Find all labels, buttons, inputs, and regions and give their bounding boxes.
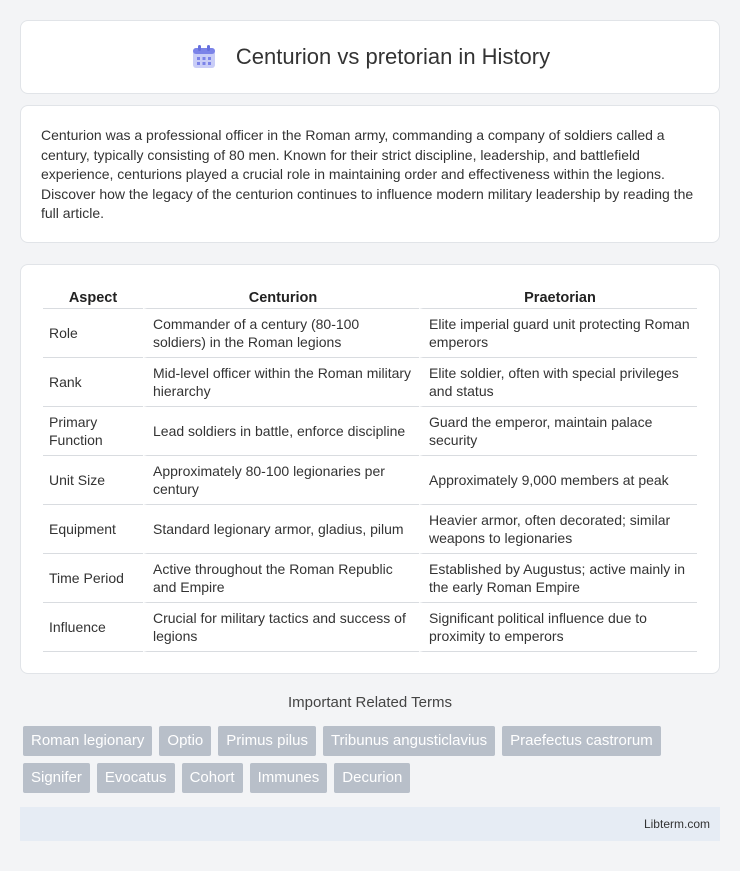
header-praetorian: Praetorian [419, 285, 697, 309]
praetorian-cell: Elite soldier, often with special privileges and status [419, 358, 697, 407]
centurion-cell: Mid-level officer within the Roman military hierarchy [143, 358, 419, 407]
praetorian-cell: Heavier armor, often decorated; similar weapons to legionaries [419, 505, 697, 554]
related-term-tag[interactable]: Decurion [334, 763, 410, 793]
comparison-table [43, 285, 697, 652]
calendar-icon [190, 43, 218, 71]
table-row [43, 554, 697, 603]
related-term-tag[interactable]: Primus pilus [218, 726, 316, 756]
aspect-cell: Time Period [43, 554, 143, 603]
related-term-tag[interactable]: Tribunus angusticlavius [323, 726, 495, 756]
table-row [43, 358, 697, 407]
praetorian-cell: Approximately 9,000 members at peak [419, 456, 697, 505]
intro-card [20, 105, 720, 243]
centurion-cell: Standard legionary armor, gladius, pilum [143, 505, 419, 554]
related-terms-list [23, 726, 723, 793]
praetorian-cell: Guard the emperor, maintain palace security [419, 407, 697, 456]
table-row [43, 505, 697, 554]
table-header-row [43, 285, 697, 309]
aspect-cell: Role [43, 309, 143, 358]
table-row [43, 603, 697, 652]
related-term-tag[interactable]: Signifer [23, 763, 90, 793]
intro-text: Centurion was a professional officer in the Roman army, commanding a company of soldiers called a century, typically consisting of 80 men. Known for their strict discipline, leadership, and battlefield experience, centurions played a crucial role in maintaining order and effectiveness within the legions. Discover how the legacy of the centurion continues to influence modern military leadership by reading the full article. [41, 127, 694, 221]
comparison-card [20, 264, 720, 674]
related-terms-heading: Important Related Terms [288, 694, 452, 711]
related-term-tag[interactable]: Evocatus [97, 763, 175, 793]
centurion-cell: Crucial for military tactics and success of legions [143, 603, 419, 652]
praetorian-cell: Significant political influence due to proximity to emperors [419, 603, 697, 652]
related-term-tag[interactable]: Optio [159, 726, 211, 756]
aspect-cell: Unit Size [43, 456, 143, 505]
centurion-cell: Lead soldiers in battle, enforce discipline [143, 407, 419, 456]
aspect-cell: Equipment [43, 505, 143, 554]
table-row [43, 407, 697, 456]
aspect-cell: Influence [43, 603, 143, 652]
centurion-cell: Active throughout the Roman Republic and Empire [143, 554, 419, 603]
praetorian-cell: Established by Augustus; active mainly in the early Roman Empire [419, 554, 697, 603]
related-term-tag[interactable]: Praefectus castrorum [502, 726, 661, 756]
footer [20, 807, 720, 841]
aspect-cell: Rank [43, 358, 143, 407]
table-row [43, 456, 697, 505]
header-centurion: Centurion [143, 285, 419, 309]
centurion-cell: Approximately 80-100 legionaries per century [143, 456, 419, 505]
praetorian-cell: Elite imperial guard unit protecting Roman emperors [419, 309, 697, 358]
page-title: Centurion vs pretorian in History [235, 44, 551, 69]
related-term-tag[interactable]: Cohort [182, 763, 243, 793]
centurion-cell: Commander of a century (80-100 soldiers) in the Roman legions [143, 309, 419, 358]
title-card [20, 20, 720, 94]
related-term-tag[interactable]: Immunes [250, 763, 328, 793]
header-aspect: Aspect [43, 285, 143, 309]
aspect-cell: Primary Function [43, 407, 143, 456]
table-row [43, 309, 697, 358]
related-term-tag[interactable]: Roman legionary [23, 726, 152, 756]
footer-site-link[interactable]: Libterm.com [643, 817, 710, 831]
